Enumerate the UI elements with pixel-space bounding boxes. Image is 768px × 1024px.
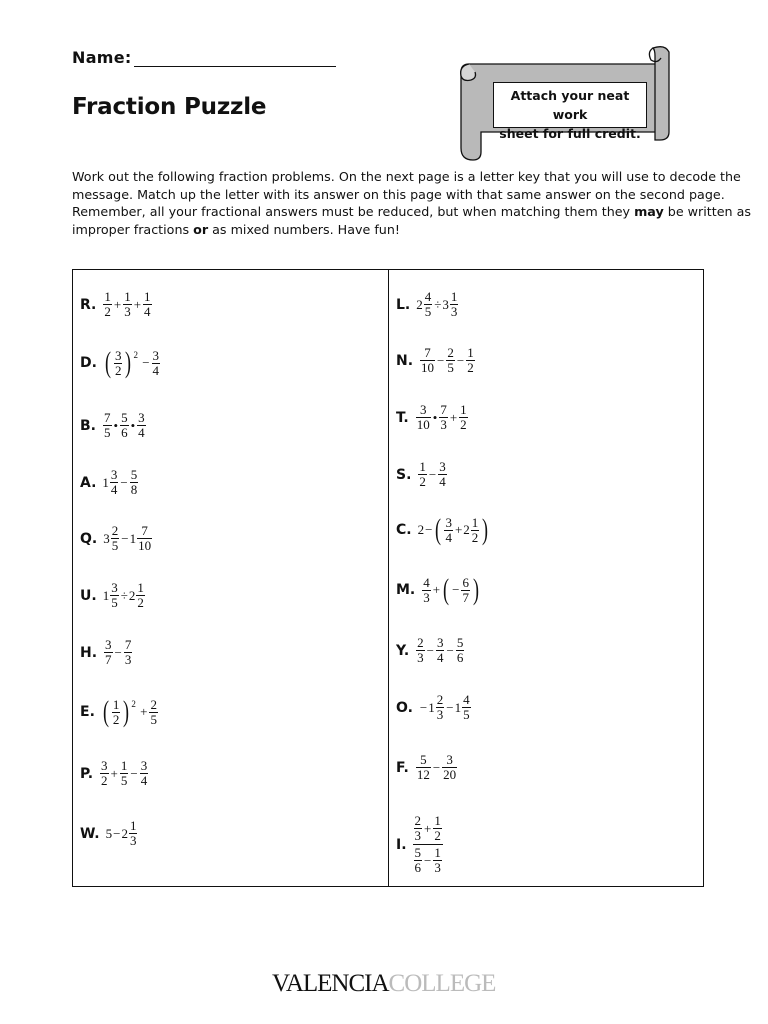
problem-f: F. $\frac{5}{12}$ − $\frac{3}{20}$: [396, 752, 457, 782]
problem-o: O. − 1 $\frac{2}{3}$ − 1 $\frac{4}{5}$: [396, 692, 470, 722]
problem-y: Y. $\frac{2}{3}$ − $\frac{3}{4}$ − $\frac{5}{6}$: [396, 635, 464, 665]
problem-u: U. 1 $\frac{3}{5}$ ÷ 2 $\frac{1}{2}$: [80, 580, 144, 610]
problem-l: L. 2 $\frac{4}{5}$ ÷ 3 $\frac{1}{3}$: [396, 289, 458, 319]
callout-line-1: Attach your neat work: [510, 88, 630, 122]
problem-p: P. $\frac{3}{2}$ + $\frac{1}{5}$ − $\frac{3}{4}$: [80, 758, 148, 788]
callout-box: [493, 82, 647, 141]
problem-e: E. ( $\frac{1}{2}$ ) 2 + $\frac{2}{5}$: [80, 695, 157, 728]
instructions-line-4: improper fractions or as mixed numbers. Have fun!: [72, 221, 400, 237]
instructions: [72, 168, 752, 238]
problem-a: A. 1 $\frac{3}{4}$ − $\frac{5}{8}$: [80, 467, 138, 497]
name-line[interactable]: [134, 66, 336, 67]
problem-n: N. $\frac{7}{10}$ − $\frac{2}{5}$ − $\frac{1}{2}$: [396, 345, 474, 375]
problem-c: C. 2 − ( $\frac{3}{4}$ + 2 $\frac{1}{2}$ ): [396, 513, 489, 546]
page-title: Fraction Puzzle: [72, 94, 267, 120]
instructions-line-3: Remember, all your fractional answers must be reduced, but when matching them they may be written as: [72, 204, 752, 219]
instructions-line-1: Work out the following fraction problems. On the next page is a letter key that you will use to decode the: [72, 169, 741, 184]
name-label: Name:: [72, 48, 132, 67]
callout-line-2: sheet for full credit.: [499, 126, 641, 141]
problem-h: H. $\frac{3}{7}$ − $\frac{7}{3}$: [80, 637, 132, 667]
column-divider: [388, 269, 389, 887]
problem-i: I. $\frac{2}{3}$ + $\frac{1}{2}$ $\frac{5}{6}$ − $\frac{1}{3}$: [396, 813, 441, 875]
problem-t: T. $\frac{3}{10}$ • $\frac{7}{3}$ + $\frac{1}{2}$: [396, 402, 467, 432]
problem-q: Q. 3 $\frac{2}{5}$ − 1 $\frac{7}{10}$: [80, 523, 152, 553]
instructions-line-2: message. Match up the letter with its answer on this page with that same answer on the second page.: [72, 186, 725, 202]
valencia-college-logo: VALENCIACOLLEGE: [272, 970, 496, 997]
problem-r: R. $\frac{1}{2}$ + $\frac{1}{3}$ + $\frac{1}{4}$: [80, 289, 151, 319]
problem-w: W. 5 − 2 $\frac{1}{3}$: [80, 818, 137, 848]
problem-d: D. ( $\frac{3}{2}$ ) 2 − $\frac{3}{4}$: [80, 346, 160, 379]
problem-b: B. $\frac{7}{5}$ • $\frac{5}{6}$ • $\frac{3}{4}$: [80, 410, 145, 440]
problem-s: S. $\frac{1}{2}$ − $\frac{3}{4}$: [396, 459, 446, 489]
problem-m: M. $\frac{4}{3}$ + ( − $\frac{6}{7}$ ): [396, 573, 479, 606]
